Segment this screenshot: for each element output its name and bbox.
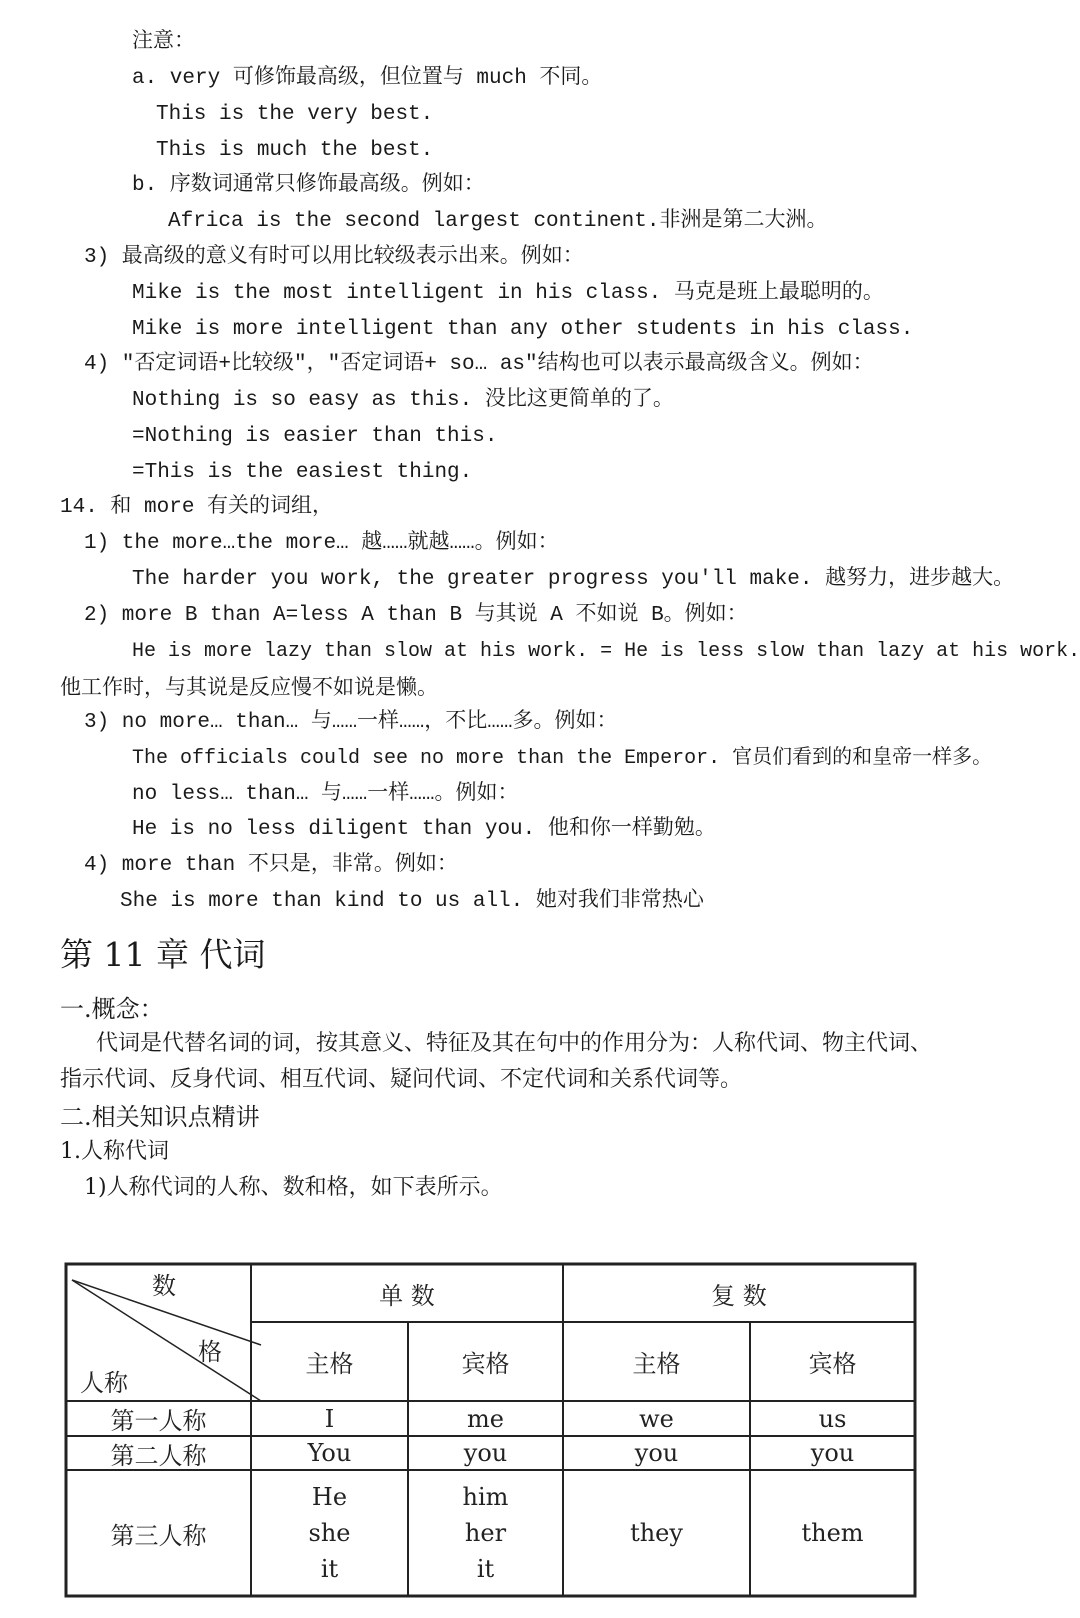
header-plural: 复 数: [711, 1281, 767, 1310]
section-heading: 一.概念：: [60, 995, 164, 1023]
table-cell: [408, 1470, 563, 1596]
rule-3: 3) 最高级的意义有时可以用比较级表示出来。例如：: [84, 246, 584, 269]
header-corner-number: 数: [152, 1271, 176, 1300]
note-b: b. 序数词通常只修饰最高级。例如：: [132, 174, 485, 197]
header-object-case: 宾格: [808, 1350, 857, 1378]
example-line: This is the very best.: [156, 103, 434, 126]
example-line: Africa is the second largest continent.非洲是第二大洲。: [168, 210, 828, 233]
example-line: Mike is more intelligent than any other students in his class.: [132, 318, 914, 341]
phrase-3b: no less… than… 与……一样……。例如：: [132, 783, 519, 806]
example-line: The officials could see no more than the Emperor. 官员们看到的和皇帝一样多。: [132, 747, 993, 770]
table-cell: we: [639, 1404, 674, 1433]
pronoun: him: [462, 1483, 509, 1511]
rule-4: 4) "否定词语+比较级"，"否定词语+ so… as"结构也可以表示最高级含义。例如：: [84, 353, 874, 376]
table-cell: me: [467, 1404, 504, 1433]
row-person-label: 第三人称: [110, 1521, 207, 1550]
header-singular: 单 数: [379, 1281, 435, 1310]
pronoun-table: [64, 1262, 917, 1598]
example-line: This is much the best.: [156, 139, 434, 162]
table-cell: them: [801, 1519, 864, 1547]
note-a: a. very 可修饰最高级，但位置与 much 不同。: [132, 67, 603, 90]
header-subject-case: 主格: [632, 1350, 681, 1378]
table-cell: us: [818, 1404, 847, 1433]
section-paragraph: 指示代词、反身代词、相互代词、疑问代词、不定代词和关系代词等。: [60, 1067, 743, 1092]
example-line: He is more lazy than slow at his work. = He is less slow than lazy at his work.: [132, 640, 1080, 663]
table-cell: they: [630, 1519, 683, 1547]
phrase-4: 4) more than 不只是，非常。例如：: [84, 854, 458, 877]
header-corner-person: 人称: [80, 1368, 128, 1397]
example-line: She is more than kind to us all. 她对我们非常热心: [120, 890, 704, 913]
item-14-heading: 14. 和 more 有关的词组，: [60, 496, 334, 519]
phrase-1: 1) the more…the more… 越……就越……。例如：: [84, 532, 559, 555]
table-cell: you: [810, 1439, 855, 1467]
pronoun: she: [308, 1519, 351, 1547]
pronoun: He: [311, 1483, 348, 1511]
table-cell: You: [307, 1439, 352, 1467]
header-subject-case: 主格: [305, 1350, 354, 1378]
example-line: =This is the easiest thing.: [132, 461, 473, 484]
row-person-label: 第二人称: [110, 1441, 207, 1470]
table-cell: I: [324, 1404, 335, 1433]
example-translation: 他工作时，与其说是反应慢不如说是懒。: [60, 675, 438, 699]
table-intro: 1)人称代词的人称、数和格，如下表所示。: [84, 1175, 503, 1200]
note-heading: 注意：: [132, 31, 195, 54]
example-line: =Nothing is easier than this.: [132, 425, 498, 448]
header-object-case: 宾格: [461, 1350, 510, 1378]
table-cell: you: [463, 1439, 508, 1467]
phrase-3: 3) no more… than… 与……一样……，不比……多。例如：: [84, 711, 618, 734]
subsection-heading: 1.人称代词: [60, 1139, 169, 1164]
header-corner-case: 格: [198, 1337, 222, 1366]
table-cell: you: [634, 1439, 679, 1467]
pronoun: her: [464, 1519, 507, 1547]
section-heading: 二.相关知识点精讲: [60, 1103, 260, 1131]
example-line: Nothing is so easy as this. 没比这更简单的了。: [132, 389, 674, 412]
pronoun: it: [476, 1555, 495, 1583]
row-person-label: 第一人称: [110, 1407, 207, 1435]
pronoun: it: [320, 1555, 339, 1583]
example-line: Mike is the most intelligent in his class. 马克是班上最聪明的。: [132, 282, 884, 305]
chapter-title: 第 11 章 代词: [60, 935, 266, 974]
table-cell: [251, 1470, 408, 1596]
section-paragraph: 代词是代替名词的词，按其意义、特征及其在句中的作用分为：人称代词、物主代词、: [96, 1031, 933, 1056]
example-line: The harder you work, the greater progress you'll make. 越努力，进步越大。: [132, 568, 1015, 591]
phrase-2: 2) more B than A=less A than B 与其说 A 不如说 B。例如：: [84, 604, 748, 627]
example-line: He is no less diligent than you. 他和你一样勤勉。: [132, 818, 716, 841]
